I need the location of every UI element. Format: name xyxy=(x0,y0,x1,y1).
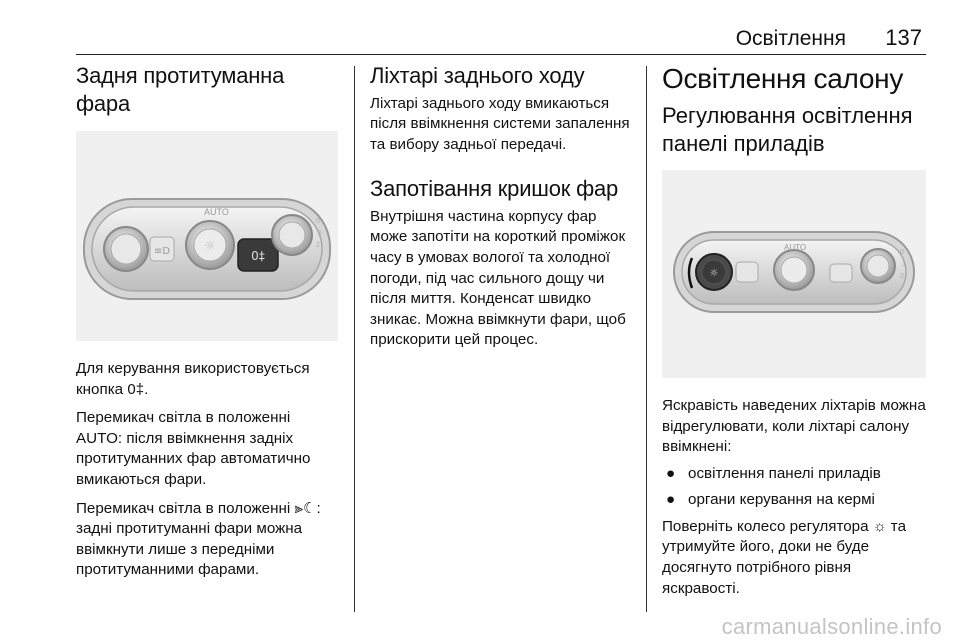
list-item-text: освітлення панелі приладів xyxy=(688,464,881,482)
rear-fog-heading: Задня протитуманна фара xyxy=(76,63,285,116)
page-header xyxy=(76,22,926,52)
figure-auto-label: AUTO xyxy=(204,207,229,217)
rear-fog-para-1-end: . xyxy=(144,380,149,398)
rotate-wheel-para xyxy=(662,517,926,599)
rotate-wheel-para-text: Поверніть колесо регулятора xyxy=(662,517,869,535)
rear-fog-para-1 xyxy=(76,359,338,400)
svg-text:0: 0 xyxy=(316,218,320,225)
header-divider xyxy=(76,54,926,55)
section-title: Освітлення xyxy=(735,27,846,50)
rear-fog-para-1-text: Для керування використовується кнопка xyxy=(76,360,310,398)
column-divider-1 xyxy=(354,66,355,612)
reverse-lights-heading: Ліхтарі заднього ходу xyxy=(370,63,585,88)
brightness-icon: ☼ xyxy=(872,517,887,535)
rear-fog-icon: 0‡ xyxy=(127,380,145,398)
svg-text:1: 1 xyxy=(902,260,906,268)
auto-keyword: AUTO xyxy=(76,429,118,447)
rear-fog-para-2-text: Перемикач світла в положенні xyxy=(76,409,291,427)
bullet-icon: ● xyxy=(666,464,676,482)
interior-lighting-heading: Освітлення салону xyxy=(662,63,904,94)
light-switch-figure xyxy=(76,131,338,341)
list-item-text: органи керування на кермі xyxy=(688,491,875,509)
svg-text:2: 2 xyxy=(900,272,904,280)
column-interior-lighting xyxy=(662,62,926,599)
dimmer-illustration xyxy=(662,170,926,378)
column-divider-2 xyxy=(646,66,647,612)
rear-fog-para-2-rest: : після ввімкнення задніх протитуманних фар автоматично вмикаються фари. xyxy=(76,429,311,488)
svg-text:☼: ☼ xyxy=(204,239,216,254)
dimmer-figure xyxy=(662,170,926,378)
rear-fog-para-3-rest: : задні протитуманні фари можна ввімкнути лише з передніми протитуманними фарами. xyxy=(76,499,321,579)
brightness-list xyxy=(662,464,926,511)
column-reverse-lights xyxy=(370,62,636,351)
light-switch-illustration xyxy=(76,131,338,341)
svg-text:≡D: ≡D xyxy=(153,246,171,257)
low-beam-icon: ⫸☾ xyxy=(294,499,317,517)
watermark: carmanualsonline.info xyxy=(721,614,942,639)
rear-fog-para-3-text: Перемикач світла в положенні xyxy=(76,499,291,517)
svg-text:0‡: 0‡ xyxy=(251,249,265,263)
svg-text:2: 2 xyxy=(316,242,320,249)
brightness-para: Яскравість наведених ліхтарів можна відрегулювати, коли ліхтарі салону ввімкнені: xyxy=(662,396,926,456)
bullet-icon: ● xyxy=(666,491,676,509)
list-item xyxy=(662,464,926,485)
reverse-lights-para: Ліхтарі заднього ходу вмикаються після ввімкнення системи запалення та вибору задньої передачі. xyxy=(370,94,630,153)
svg-text:☼: ☼ xyxy=(709,267,719,279)
page-number: 137 xyxy=(885,25,922,50)
svg-text:1: 1 xyxy=(318,230,322,237)
fogging-heading: Запотівання кришок фар xyxy=(370,176,619,202)
rear-fog-para-2 xyxy=(76,408,338,490)
rotate-wheel-para-rest: та утримуйте його, доки не буде досягнуто потрібного рівня яскравості. xyxy=(662,517,907,597)
list-item xyxy=(662,490,926,511)
rear-fog-para-3 xyxy=(76,499,338,581)
figure2-auto-label: AUTO xyxy=(784,242,807,252)
column-rear-fog xyxy=(76,62,338,581)
fogging-para: Внутрішня частина корпусу фар може запотіти на короткий проміжок часу в умовах вологої та холодної погоди, під час сильного дощу чи після миття. Конденсат швидко зникає. Можна ввімкнути фари, щоб прискорити цей процес. xyxy=(370,207,626,349)
panel-dimming-heading: Регулювання освітлення панелі приладів xyxy=(662,102,913,156)
svg-text:0: 0 xyxy=(900,248,904,256)
